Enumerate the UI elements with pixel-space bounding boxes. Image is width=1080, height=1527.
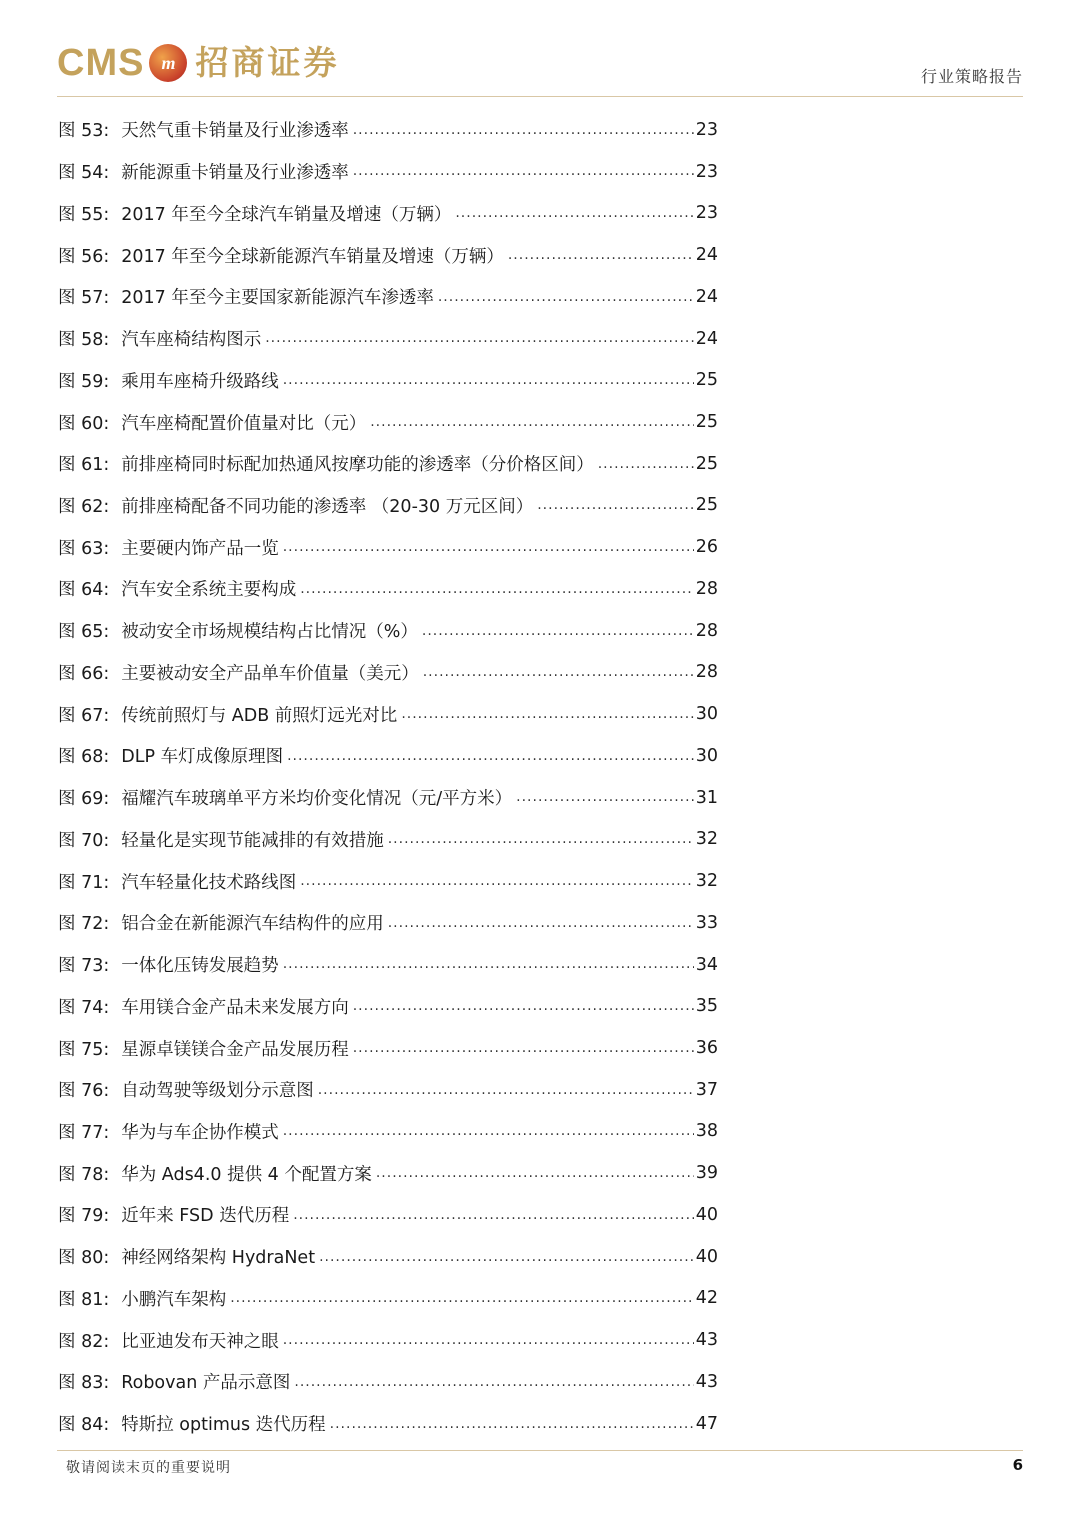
toc-entry[interactable] [58,234,718,276]
toc-dot-leader [265,330,693,359]
toc-entry-page: 35 [695,996,718,1017]
toc-entry[interactable] [58,1152,718,1194]
toc-entry-label: 图 68: [58,747,110,768]
toc-entry[interactable] [58,1111,718,1153]
toc-entry-title: 传统前照灯与 ADB 前照灯远光对比 [121,705,398,726]
toc-dot-leader [508,247,694,276]
toc-entry[interactable] [58,1027,718,1069]
toc-dot-leader [283,956,694,985]
toc-entry[interactable] [58,1194,718,1236]
toc-entry[interactable] [58,485,718,527]
toc-dot-leader [422,623,694,652]
toc-entry-page: 39 [695,1163,718,1184]
toc-entry-label: 图 79: [58,1206,110,1227]
toc-dot-leader [353,998,694,1027]
toc-entry-title: 天然气重卡销量及行业渗透率 [121,121,349,142]
toc-entry[interactable] [58,276,718,318]
toc-entry-label: 图 73: [58,956,110,977]
toc-entry-label: 图 58: [58,330,110,351]
toc-entry-page: 25 [695,453,718,474]
toc-entry-page: 32 [695,871,718,892]
toc-entry-label: 图 67: [58,705,110,726]
toc-entry-page: 38 [695,1121,718,1142]
toc-entry-page: 33 [695,912,718,933]
toc-entry[interactable] [58,359,718,401]
toc-dot-leader [423,664,694,693]
toc-dot-leader [318,1082,694,1111]
toc-entry-title: 轻量化是实现节能减排的有效措施 [121,830,384,851]
toc-dot-leader [353,1040,694,1069]
toc-entry[interactable] [58,1361,718,1403]
toc-entry[interactable] [58,526,718,568]
toc-entry-label: 图 75: [58,1039,110,1060]
toc-entry-page: 24 [695,286,718,307]
toc-entry[interactable] [58,443,718,485]
toc-entry-label: 图 70: [58,830,110,851]
toc-entry-label: 图 83: [58,1373,110,1394]
figure-list [58,109,718,1445]
toc-entry-page: 43 [695,1330,718,1351]
toc-entry-title: 汽车座椅结构图示 [121,330,262,351]
toc-dot-leader [287,748,694,777]
toc-entry-title: 2017 年至今全球汽车销量及增速（万辆） [121,204,452,225]
toc-dot-leader [293,1207,694,1236]
toc-entry-page: 25 [695,370,718,391]
toc-entry-label: 图 63: [58,538,110,559]
toc-entry-label: 图 61: [58,455,110,476]
toc-entry[interactable] [58,1236,718,1278]
toc-entry-title: 汽车座椅配置价值量对比（元） [121,413,367,434]
toc-entry-label: 图 59: [58,371,110,392]
toc-entry-title: 特斯拉 optimus 迭代历程 [121,1415,326,1436]
toc-dot-leader [353,122,694,151]
toc-entry-title: 福耀汽车玻璃单平方米均价变化情况（元/平方米） [121,789,513,810]
toc-dot-leader [283,539,694,568]
page-footer [57,1450,1023,1485]
logo-chinese-name: 招商证券 [195,43,340,82]
toc-entry[interactable] [58,151,718,193]
toc-entry[interactable] [58,568,718,610]
toc-entry-title: 前排座椅同时标配加热通风按摩功能的渗透率（分价格区间） [121,455,594,476]
toc-entry-label: 图 56: [58,246,110,267]
toc-entry-title: 自动驾驶等级划分示意图 [121,1081,314,1102]
toc-dot-leader [294,1374,693,1403]
toc-dot-leader [283,1123,694,1152]
toc-entry-title: 主要硬内饰产品一览 [121,538,279,559]
toc-dot-leader [516,789,694,818]
toc-entry-label: 图 84: [58,1415,110,1436]
toc-entry-label: 图 74: [58,997,110,1018]
page-number: 6 [1012,1456,1023,1474]
toc-entry[interactable] [58,610,718,652]
toc-entry-page: 24 [695,328,718,349]
toc-entry[interactable] [58,777,718,819]
toc-entry-page: 34 [695,954,718,975]
toc-entry-title: 一体化压铸发展趋势 [121,956,279,977]
toc-dot-leader [376,1165,694,1194]
toc-entry-page: 28 [695,620,718,641]
toc-entry-page: 37 [695,1079,718,1100]
document-type-label: 行业策略报告 [920,67,1023,86]
logo-text: CMS [57,42,145,84]
toc-entry-label: 图 66: [58,663,110,684]
toc-entry-label: 图 64: [58,580,110,601]
toc-entry-title: 汽车轻量化技术路线图 [121,872,297,893]
toc-entry-title: 2017 年至今全球新能源汽车销量及增速（万辆） [121,246,504,267]
toc-entry-page: 30 [695,704,718,725]
cms-logo [57,40,339,86]
toc-entry-title: 比亚迪发布天神之眼 [121,1331,279,1352]
toc-entry[interactable] [58,693,718,735]
toc-entry-label: 图 54: [58,163,110,184]
toc-entry-page: 25 [695,495,718,516]
toc-dot-leader [319,1249,694,1278]
toc-entry[interactable] [58,818,718,860]
toc-entry-title: 被动安全市场规模结构占比情况（%） [121,622,418,643]
logo-badge-icon: m [149,44,187,82]
toc-entry-title: 华为与车企协作模式 [121,1122,279,1143]
toc-dot-leader [370,414,693,443]
toc-entry-title: 2017 年至今主要国家新能源汽车渗透率 [121,288,434,309]
toc-entry-page: 23 [695,119,718,140]
toc-dot-leader [300,581,693,610]
toc-entry-label: 图 53: [58,121,110,142]
toc-entry-page: 23 [695,203,718,224]
toc-dot-leader [537,497,694,526]
toc-entry-page: 31 [695,787,718,808]
disclaimer-note: 敬请阅读末页的重要说明 [66,1460,231,1476]
toc-entry-label: 图 57: [58,288,110,309]
toc-entry[interactable] [58,1069,718,1111]
toc-entry[interactable] [58,985,718,1027]
toc-entry-page: 47 [695,1413,718,1434]
toc-entry-label: 图 81: [58,1289,110,1310]
toc-entry-page: 43 [695,1371,718,1392]
toc-entry-label: 图 76: [58,1081,110,1102]
toc-entry-page: 23 [695,161,718,182]
toc-entry-label: 图 78: [58,1164,110,1185]
toc-entry-label: 图 55: [58,204,110,225]
toc-entry-page: 36 [695,1038,718,1059]
toc-entry-title: 铝合金在新能源汽车结构件的应用 [121,914,384,935]
toc-entry[interactable] [58,109,718,151]
page-header [57,36,1023,97]
toc-dot-leader [401,706,693,735]
toc-entry-title: 近年来 FSD 迭代历程 [121,1206,290,1227]
toc-entry-title: 新能源重卡销量及行业渗透率 [121,163,349,184]
toc-dot-leader [455,205,693,234]
toc-entry-title: 主要被动安全产品单车价值量（美元） [121,663,419,684]
toc-entry-label: 图 82: [58,1331,110,1352]
toc-entry-page: 26 [695,537,718,558]
toc-dot-leader [388,831,694,860]
toc-entry-label: 图 77: [58,1122,110,1143]
toc-entry[interactable] [58,192,718,234]
toc-entry-title: 乘用车座椅升级路线 [121,371,279,392]
toc-entry-page: 40 [695,1204,718,1225]
toc-dot-leader [283,1332,694,1361]
toc-entry[interactable] [58,735,718,777]
toc-entry-title: 神经网络架构 HydraNet [121,1248,316,1269]
toc-entry-page: 28 [695,578,718,599]
toc-entry-label: 图 62: [58,496,110,517]
toc-entry[interactable] [58,944,718,986]
toc-entry[interactable] [58,652,718,694]
toc-entry-label: 图 69: [58,789,110,810]
toc-entry-title: 前排座椅配备不同功能的渗透率 （20-30 万元区间） [121,496,534,517]
toc-entry-label: 图 60: [58,413,110,434]
toc-entry-title: 星源卓镁镁合金产品发展历程 [121,1039,349,1060]
toc-dot-leader [330,1416,694,1445]
toc-entry-label: 图 71: [58,872,110,893]
toc-entry-label: 图 80: [58,1248,110,1269]
toc-entry-label: 图 65: [58,622,110,643]
toc-dot-leader [300,873,693,902]
toc-entry[interactable] [58,902,718,944]
toc-entry[interactable] [58,1278,718,1320]
toc-entry-page: 25 [695,412,718,432]
toc-entry-title: 汽车安全系统主要构成 [121,580,297,601]
toc-entry-label: 图 72: [58,914,110,935]
toc-entry-page: 42 [695,1288,718,1309]
toc-entry[interactable] [58,1319,718,1361]
toc-dot-leader [388,915,694,944]
toc-entry-title: 小鹏汽车架构 [121,1289,227,1310]
toc-dot-leader [598,456,694,485]
toc-dot-leader [230,1290,693,1319]
toc-entry-page: 30 [695,745,718,766]
toc-entry-page: 24 [695,245,718,266]
toc-dot-leader [353,163,694,192]
toc-entry[interactable] [58,401,718,443]
toc-entry-title: Robovan 产品示意图 [121,1373,291,1394]
toc-entry[interactable] [58,1403,718,1445]
toc-entry[interactable] [58,318,718,360]
toc-entry-title: 华为 Ads4.0 提供 4 个配置方案 [121,1164,372,1185]
toc-entry-page: 40 [695,1246,718,1267]
toc-entry-title: 车用镁合金产品未来发展方向 [121,997,349,1018]
toc-entry-page: 32 [695,829,718,850]
toc-dot-leader [438,289,694,318]
toc-entry-page: 28 [695,662,718,683]
toc-dot-leader [283,372,694,401]
toc-entry[interactable] [58,860,718,902]
toc-entry-title: DLP 车灯成像原理图 [121,747,284,768]
